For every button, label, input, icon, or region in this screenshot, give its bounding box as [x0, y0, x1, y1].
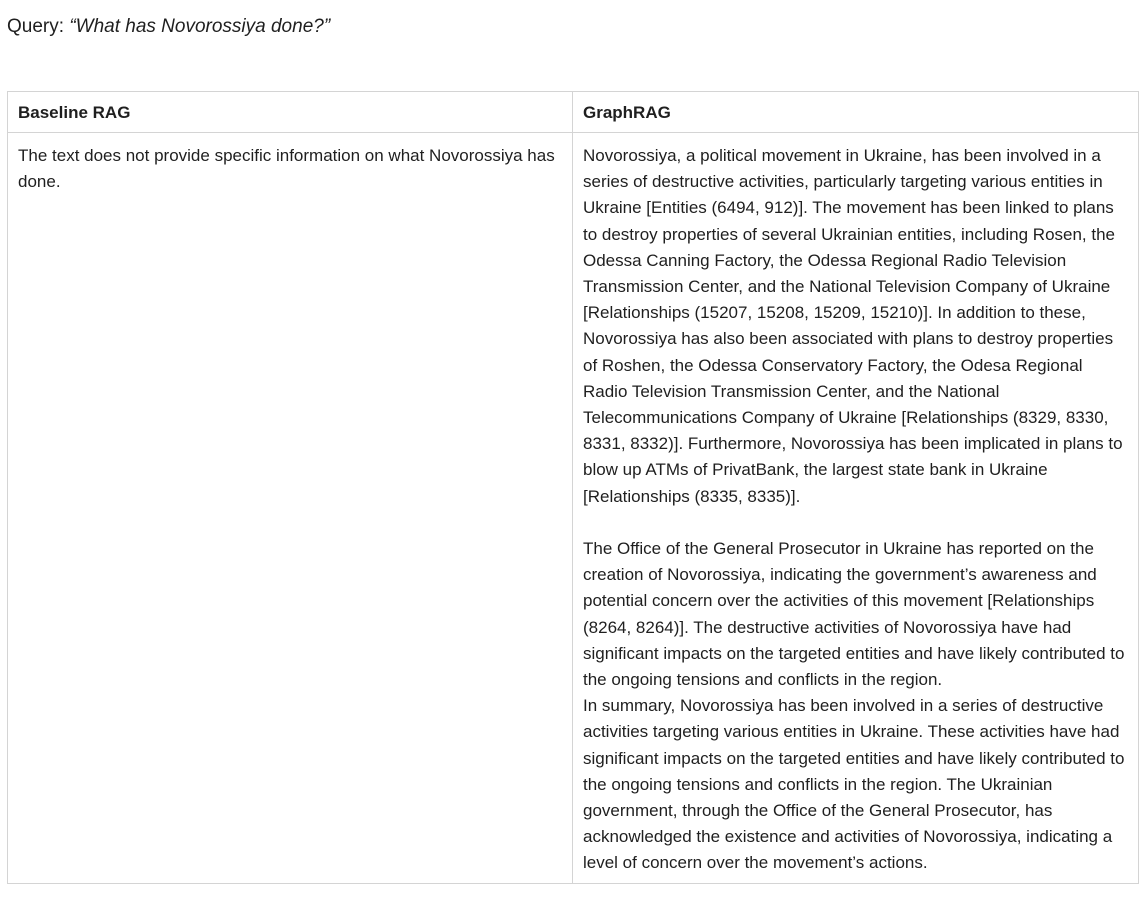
graphrag-paragraph-2: The Office of the General Prosecutor in Ukraine has reported on the creation of Novorossiya, indicating the government’s awareness and potential concern over the activities of this movement [Relationships (8264, 8264)]. The destructive activities of Novorossiya have had significant impacts on the targeted entities and have likely contributed to the ongoing tensions and conflicts in the region.: [583, 539, 1125, 690]
baseline-answer-text: The text does not provide specific information on what Novorossiya has done.: [18, 146, 555, 192]
query-label: Query:: [7, 16, 65, 37]
header-baseline-rag: Baseline RAG: [8, 92, 573, 133]
graphrag-paragraph-3: In summary, Novorossiya has been involved in a series of destructive activities targeting various entities in Ukraine. These activities have had significant impacts on the targeted entities and have likely contributed to the ongoing tensions and conflicts in the region. The Ukrainian government, through the Office of the General Prosecutor, has acknowledged the existence and activities of Novorossiya, indicating a level of concern over the movement’s actions.: [583, 696, 1125, 873]
header-graphrag: GraphRAG: [573, 92, 1139, 133]
paragraph-spacer: [583, 510, 1128, 536]
baseline-answer-cell: [8, 133, 573, 884]
query-line: [7, 14, 330, 40]
graphrag-answer-cell: [573, 133, 1139, 884]
comparison-table: [7, 91, 1139, 884]
graphrag-paragraph-1: Novorossiya, a political movement in Ukraine, has been involved in a series of destructive activities, particularly targeting various entities in Ukraine [Entities (6494, 912)]. The movement has been linked to plans to destroy properties of several Ukrainian entities, including Rosen, the Odessa Canning Factory, the Odessa Regional Radio Television Transmission Center, and the National Television Company of Ukraine [Relationships (15207, 15208, 15209, 15210)]. In addition to these, Novorossiya has also been associated with plans to destroy properties of Roshen, the Odessa Conservatory Factory, the Odesa Regional Radio Television Transmission Center, and the National Telecommunications Company of Ukraine [Relationships (8329, 8330, 8331, 8332)]. Furthermore, Novorossiya has been implicated in plans to blow up ATMs of PrivatBank, the largest state bank in Ukraine [Relationships (8335, 8335)].: [583, 146, 1123, 506]
table-row: [8, 133, 1139, 884]
query-text: “What has Novorossiya done?”: [69, 16, 331, 37]
table-header-row: [8, 92, 1139, 133]
